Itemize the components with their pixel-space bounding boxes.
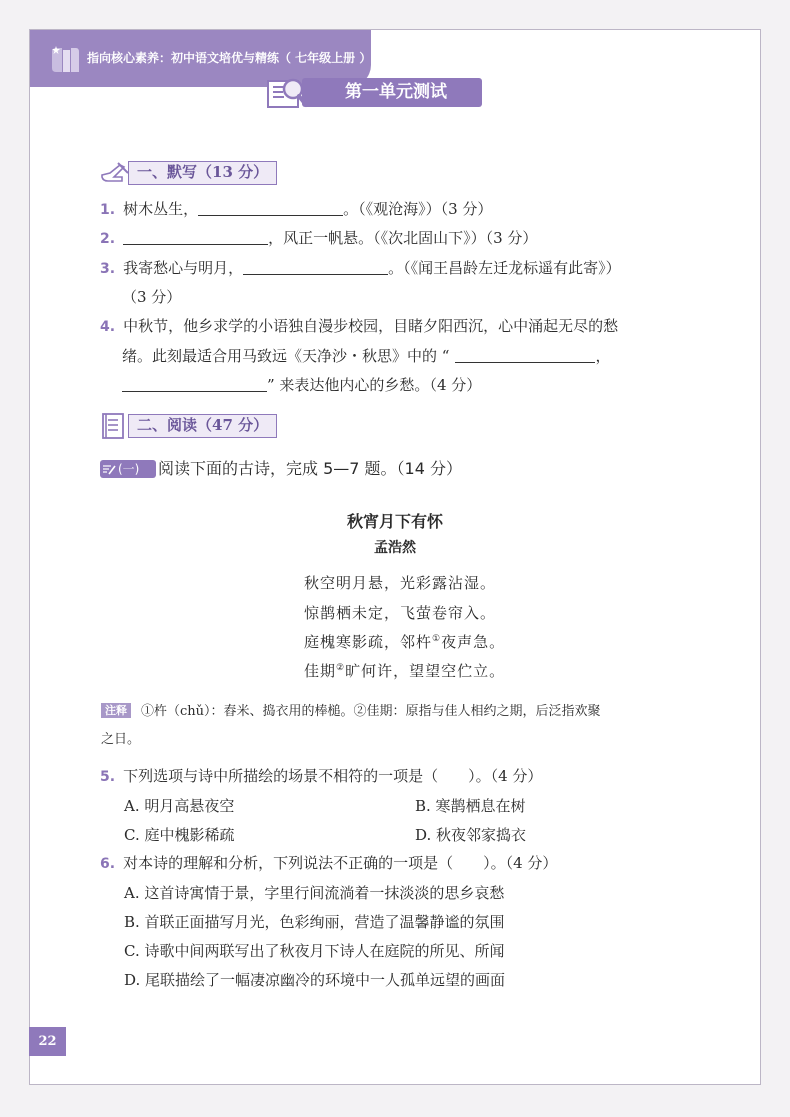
answer-blank[interactable] (122, 376, 267, 392)
question-6: 6. 对本诗的理解和分析，下列说法不正确的一项是（ ）。（4 分） (100, 854, 558, 872)
book-icon (100, 412, 130, 440)
option-6c[interactable]: C. 诗歌中间两联写出了秋夜月下诗人在庭院的所见、所闻 (124, 942, 505, 960)
unit-title-text: 第一单元测试 (302, 78, 482, 107)
question-3-points: （3 分） (122, 288, 182, 306)
subsection-badge: (一) (100, 460, 156, 478)
poem-line-1: 秋空明月悬，光彩露沾湿。 (304, 574, 497, 592)
answer-blank[interactable] (123, 229, 268, 245)
answer-blank[interactable] (243, 259, 388, 275)
question-2: 2. ，风正一帆悬。（《次北固山下》）（3 分） (100, 229, 538, 247)
annotation: 注释 ①杵（chǔ）：舂米、捣衣用的棒槌。②佳期：原指与佳人相约之期，后泛指欢聚 (101, 698, 601, 726)
question-3: 3. 我寄愁心与明月， 。（《闻王昌龄左迁龙标遥有此寄》） (100, 259, 621, 277)
option-5b[interactable]: B. 寒鹊栖息在树 (415, 797, 526, 815)
pencil-icon (102, 463, 116, 475)
book-logo-icon (48, 44, 82, 76)
question-4-line2: 绪。此刻最适合用马致远《天净沙・秋思》中的 “ ， (122, 347, 611, 365)
question-1: 1. 树木丛生， 。（《观沧海》）（3 分） (100, 200, 493, 218)
annotation-cont: 之日。 (101, 732, 141, 747)
answer-blank[interactable] (198, 200, 343, 216)
question-4-line3: ” 来表达他内心的乡愁。（4 分） (122, 375, 481, 395)
section-heading-text: 一、默写（13 分） (128, 161, 277, 185)
option-6b[interactable]: B. 首联正面描写月光，色彩绚丽，营造了温馨静谧的氛围 (124, 913, 505, 931)
option-6d[interactable]: D. 尾联描绘了一幅凄凉幽冷的环境中一人孤单远望的画面 (124, 971, 506, 989)
page-number: 22 (29, 1027, 66, 1056)
option-5c[interactable]: C. 庭中槐影稀疏 (124, 826, 235, 844)
poem-line-2: 惊鹊栖未定，飞萤卷帘入。 (304, 604, 497, 622)
writing-hand-icon (100, 159, 130, 187)
option-6a[interactable]: A. 这首诗寓情于景，字里行间流淌着一抹淡淡的思乡哀愁 (124, 884, 505, 902)
annotation-badge: 注释 (101, 703, 131, 718)
option-5d[interactable]: D. 秋夜邻家捣衣 (415, 826, 527, 844)
unit-title (266, 75, 486, 111)
poem-line-4: 佳期②旷何许，望望空伫立。 (304, 662, 506, 680)
question-5: 5. 下列选项与诗中所描绘的场景不相符的一项是（ ）。（4 分） (100, 767, 543, 785)
poem-author: 孟浩然 (374, 540, 416, 556)
option-5a[interactable]: A. 明月高悬夜空 (124, 797, 235, 815)
book-title: 指向核心素养：初中语文培优与精练（ 七年级上册 ） (87, 51, 372, 65)
subsection-instruction: 阅读下面的古诗，完成 5—7 题。（14 分） (158, 459, 462, 478)
section-heading-text: 二、阅读（47 分） (128, 414, 277, 438)
poem-line-3: 庭槐寒影疏，邻杵①夜声急。 (304, 633, 506, 651)
poem-title: 秋宵月下有怀 (346, 512, 443, 531)
answer-blank[interactable] (455, 347, 595, 363)
question-4: 4. 中秋节，他乡求学的小语独自漫步校园，目睹夕阳西沉，心中涌起无尽的愁 (100, 317, 619, 335)
